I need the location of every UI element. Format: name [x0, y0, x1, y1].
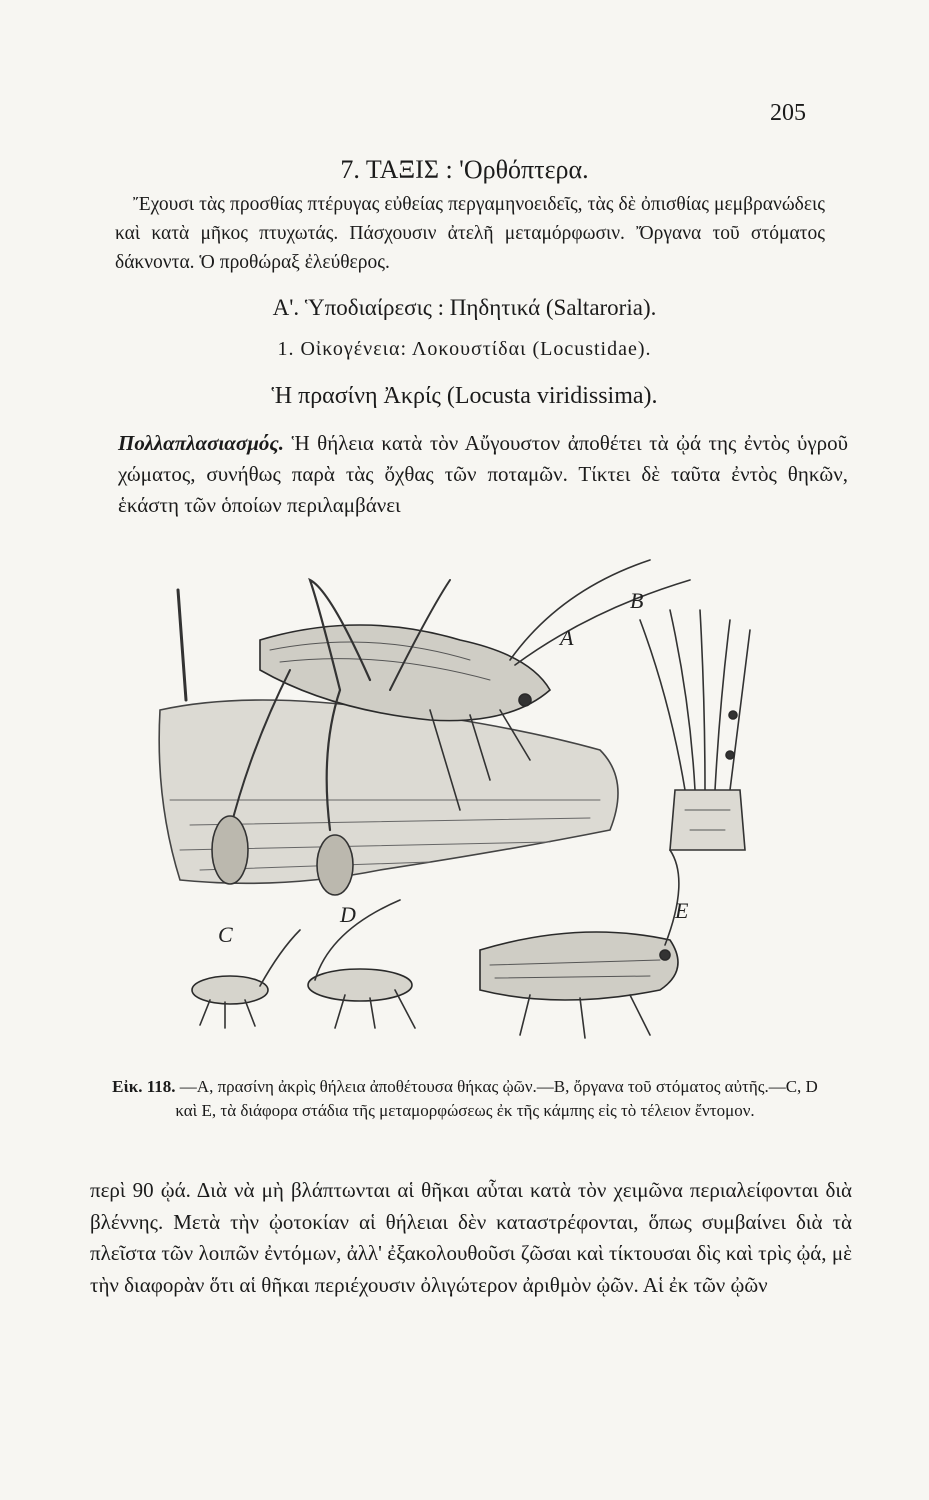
reproduction-text: Ἡ θήλεια κατὰ τὸν Αὔγουστον ἀποθέτει τὰ ᾠά της ἐντὸς ὑγροῦ χώματος, συνήθως παρὰ τὰς ὄχθας τῶν ποταμῶν. Τίκτει δὲ ταῦτα ἐντὸς θηκῶν, ἑκάστη τῶν ὁποίων περιλαμβάνει [118, 431, 848, 517]
page-number: 205 [770, 100, 806, 126]
family-heading: 1. Οἰκογένεια: Λοκουστίδαι (Locustidae). [277, 338, 652, 360]
reproduction-title: Πολλαπλασιασμός. [118, 431, 285, 455]
label-e: E [675, 898, 689, 923]
figure-panel-e [480, 850, 679, 1038]
figure-panel-c [192, 930, 300, 1028]
figure-panel-d [308, 900, 415, 1028]
label-c: C [218, 922, 233, 947]
label-b: B [630, 588, 644, 613]
figure-panel-a [159, 560, 690, 895]
caption-text: —Α, πρασίνη ἀκρὶς θήλεια ἀποθέτουσα θήκας ᾠῶν.—Β, ὄργανα τοῦ στόματος αὐτῆς.—C, D καὶ E, τὰ διάφορα στάδια τῆς μεταμορφώσεως ἐκ τῆς κάμπης εἰς τὸ τέλειον ἔντομον. [175, 1077, 818, 1120]
intro-paragraph: Ἔχουσι τὰς προσθίας πτέρυγας εὐθείας περγαμηνοειδεῖς, τὰς δὲ ὀπισθίας μεμβρανώδεις καὶ κατὰ μῆκος πτυχωτάς. Πάσχουσιν ἀτελῆ μεταμόρφωσιν. Ὄργανα τοῦ στόματος δάκνοντα. Ὁ προθώραξ ἐλεύθερος. [115, 194, 825, 273]
locust-figure [130, 550, 860, 1070]
order-heading: 7. ΤΑΞΙΣ : 'Ορθόπτερα. [340, 155, 589, 184]
reproduction-paragraph [118, 428, 848, 521]
figure-caption [105, 1075, 825, 1123]
label-a: A [560, 625, 574, 650]
suborder-heading: Α'. Ὑποδιαίρεσις : Πηδητικά (Saltaroria). [272, 295, 657, 320]
continuation-paragraph: περὶ 90 ᾠά. Διὰ νὰ μὴ βλάπτωνται αἱ θῆκαι αὗται κατὰ τὸν χειμῶνα περιαλείφονται διὰ βλέννης. Μετὰ τὴν ᾠοτοκίαν αἱ θήλειαι δὲν καταστρέφονται, ὅπως συμβαίνει διὰ τὰ πλεῖστα τῶν λοιπῶν ἐντόμων, ἀλλ' ἐξακολουθοῦσι ζῶσαι καὶ τίκτουσαι δὶς καὶ τρὶς ᾠά, μὲ τὴν διαφορὰν ὅτι αἱ θῆκαι περιέχουσιν ὀλιγώτερον ἀριθμὸν ᾠῶν. Αἱ ἐκ τῶν ᾠῶν [90, 1178, 852, 1297]
label-d: D [340, 902, 356, 927]
figure-panel-b [640, 610, 750, 850]
caption-label: Εἰκ. 118. [112, 1077, 176, 1096]
species-heading: Ἡ πρασίνη Ἀκρίς (Locusta viridissima). [271, 383, 658, 409]
